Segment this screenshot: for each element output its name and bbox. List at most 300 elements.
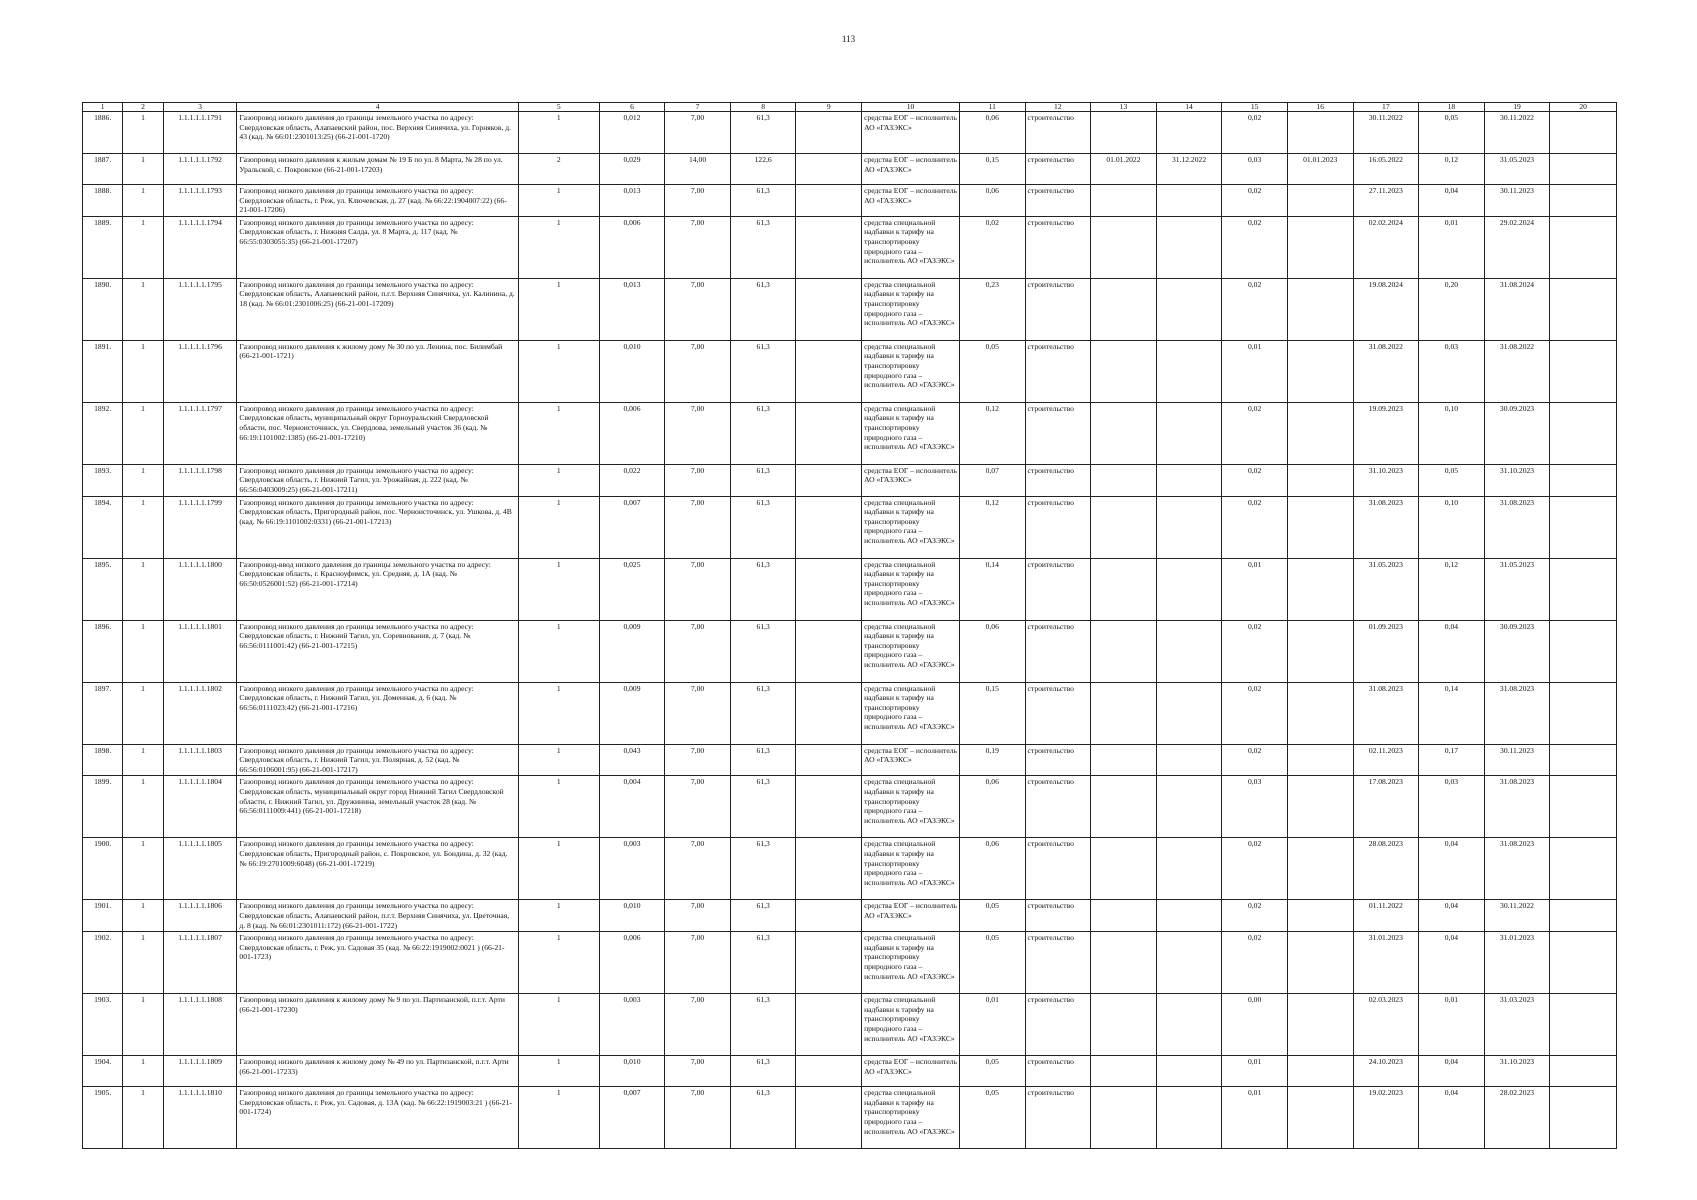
cell-cost: 0,12 <box>959 496 1025 558</box>
cell-col-15: 0,03 <box>1222 776 1288 838</box>
cell-col-15: 0,02 <box>1222 278 1288 340</box>
cell-completion-date: 19.09.2023 <box>1353 402 1419 464</box>
cell-col-2: 1 <box>123 994 163 1056</box>
cell-col-2: 1 <box>123 932 163 994</box>
cell-cost: 0,05 <box>959 340 1025 402</box>
cell-col-9 <box>796 496 862 558</box>
cell-col-2: 1 <box>123 402 163 464</box>
cell-diameter: 7,00 <box>665 1056 731 1087</box>
cell-end-date <box>1156 620 1222 682</box>
cell-end-date <box>1156 402 1222 464</box>
cell-completion-date: 28.08.2023 <box>1353 838 1419 900</box>
cell-start-date <box>1091 112 1157 154</box>
cell-object-code: 1.1.1.1.1.1810 <box>163 1087 237 1149</box>
cell-quantity: 1 <box>518 932 599 994</box>
cell-end-date <box>1156 776 1222 838</box>
cell-col-20 <box>1550 932 1617 994</box>
cell-quantity: 2 <box>518 154 599 185</box>
cell-cost: 0,15 <box>959 682 1025 744</box>
cell-object-code: 1.1.1.1.1.1803 <box>163 744 237 776</box>
cell-col-20 <box>1550 558 1617 620</box>
cell-object-code: 1.1.1.1.1.1791 <box>163 112 237 154</box>
cell-value-18: 0,12 <box>1419 558 1485 620</box>
cell-work-type: строительство <box>1025 216 1091 278</box>
cell-diameter: 7,00 <box>665 558 731 620</box>
cell-end-date <box>1156 838 1222 900</box>
cell-col-9 <box>796 620 862 682</box>
cell-capacity: 61,3 <box>730 340 796 402</box>
cell-quantity: 1 <box>518 838 599 900</box>
cell-capacity: 61,3 <box>730 216 796 278</box>
cell-col-15: 0,02 <box>1222 682 1288 744</box>
cell-deadline: 30.11.2022 <box>1484 900 1550 932</box>
cell-cost: 0,15 <box>959 154 1025 185</box>
cell-col-15: 0,02 <box>1222 900 1288 932</box>
cell-col-20 <box>1550 154 1617 185</box>
cell-completion-date: 01.11.2022 <box>1353 900 1419 932</box>
cell-work-type: строительство <box>1025 496 1091 558</box>
cell-start-date <box>1091 932 1157 994</box>
cell-quantity: 1 <box>518 900 599 932</box>
cell-col-9 <box>796 1087 862 1149</box>
cell-col-9 <box>796 932 862 994</box>
cell-deadline: 30.09.2023 <box>1484 402 1550 464</box>
cell-deadline: 31.08.2023 <box>1484 496 1550 558</box>
cell-row-number: 1899. <box>83 776 123 838</box>
cell-deadline: 30.11.2022 <box>1484 112 1550 154</box>
cell-completion-date: 31.01.2023 <box>1353 932 1419 994</box>
cell-object-code: 1.1.1.1.1.1793 <box>163 185 237 217</box>
cell-funding-source: средства специальной надбавки к тарифу на транспортировку природного газа – исполнитель АО «ГАЗЭКС» <box>862 558 960 620</box>
cell-object-description: Газопровод низкого давления до границы земельного участка по адресу: Свердловская область, Алапаевский район, п.г.т. Верхняя Синячиха, ул. Калинина, д. 18 (кад. № 66:01:2301006:25) (66-21-001-17209) <box>237 278 519 340</box>
cell-col-9 <box>796 682 862 744</box>
cell-funding-source: средства ЕОГ – исполнитель АО «ГАЗЭКС» <box>862 1056 960 1087</box>
cell-capacity: 61,3 <box>730 112 796 154</box>
cell-start-date <box>1091 278 1157 340</box>
cell-col-9 <box>796 838 862 900</box>
cell-col-2: 1 <box>123 682 163 744</box>
column-number-header <box>83 103 1617 112</box>
cell-object-description: Газопровод низкого давления к жилому дому № 9 по ул. Партизанской, п.г.т. Арти (66-21-001-17230) <box>237 994 519 1056</box>
cell-quantity: 1 <box>518 994 599 1056</box>
cell-commission-date: 01.01.2023 <box>1287 154 1353 185</box>
cell-object-code: 1.1.1.1.1.1806 <box>163 900 237 932</box>
column-header-5: 5 <box>518 103 599 112</box>
cell-length: 0,012 <box>599 112 665 154</box>
table-row <box>83 112 1617 154</box>
table-row <box>83 1087 1617 1149</box>
cell-diameter: 7,00 <box>665 1087 731 1149</box>
cell-col-20 <box>1550 900 1617 932</box>
cell-object-code: 1.1.1.1.1.1794 <box>163 216 237 278</box>
cell-row-number: 1891. <box>83 340 123 402</box>
cell-object-description: Газопровод низкого давления до границы земельного участка по адресу: Свердловская область, г. Реж, ул. Садовая, д. 13А (кад. № 66:22:1919003:21 ) (66-21-001-1724) <box>237 1087 519 1149</box>
cell-commission-date <box>1287 216 1353 278</box>
cell-quantity: 1 <box>518 464 599 496</box>
cell-row-number: 1893. <box>83 464 123 496</box>
table-row <box>83 620 1617 682</box>
cell-value-18: 0,05 <box>1419 464 1485 496</box>
column-header-8: 8 <box>730 103 796 112</box>
cell-deadline: 30.11.2023 <box>1484 185 1550 217</box>
cell-end-date <box>1156 278 1222 340</box>
cell-col-9 <box>796 900 862 932</box>
column-header-16: 16 <box>1287 103 1353 112</box>
column-header-17: 17 <box>1353 103 1419 112</box>
cell-length: 0,013 <box>599 185 665 217</box>
cell-col-15: 0,02 <box>1222 402 1288 464</box>
cell-length: 0,006 <box>599 402 665 464</box>
cell-commission-date <box>1287 994 1353 1056</box>
cell-deadline: 30.11.2023 <box>1484 744 1550 776</box>
cell-funding-source: средства специальной надбавки к тарифу на транспортировку природного газа – исполнитель АО «ГАЗЭКС» <box>862 838 960 900</box>
table-row <box>83 994 1617 1056</box>
cell-col-20 <box>1550 496 1617 558</box>
cell-object-description: Газопровод низкого давления до границы земельного участка по адресу: Свердловская область, муниципальный округ город Нижний Тагил Свердловской области, г. Нижний Тагил, ул. Дружинина, земельный участок 28 (кад. № 66:56:0111009:441) (66-21-001-17218) <box>237 776 519 838</box>
cell-col-20 <box>1550 744 1617 776</box>
cell-row-number: 1901. <box>83 900 123 932</box>
cell-cost: 0,14 <box>959 558 1025 620</box>
table-row <box>83 154 1617 185</box>
cell-col-15: 0,01 <box>1222 1087 1288 1149</box>
column-header-13: 13 <box>1091 103 1157 112</box>
cell-work-type: строительство <box>1025 620 1091 682</box>
cell-capacity: 122,6 <box>730 154 796 185</box>
cell-cost: 0,19 <box>959 744 1025 776</box>
cell-object-description: Газопровод низкого давления к жилому дому № 30 по ул. Ленина, пос. Билимбай (66-21-001-1721) <box>237 340 519 402</box>
cell-start-date <box>1091 620 1157 682</box>
cell-col-20 <box>1550 1056 1617 1087</box>
cell-row-number: 1902. <box>83 932 123 994</box>
table-row <box>83 278 1617 340</box>
cell-deadline: 31.05.2023 <box>1484 558 1550 620</box>
cell-cost: 0,07 <box>959 464 1025 496</box>
cell-commission-date <box>1287 1087 1353 1149</box>
cell-end-date: 31.12.2022 <box>1156 154 1222 185</box>
cell-capacity: 61,3 <box>730 558 796 620</box>
cell-deadline: 29.02.2024 <box>1484 216 1550 278</box>
cell-row-number: 1896. <box>83 620 123 682</box>
cell-start-date <box>1091 744 1157 776</box>
cell-start-date <box>1091 776 1157 838</box>
cell-col-20 <box>1550 112 1617 154</box>
cell-work-type: строительство <box>1025 776 1091 838</box>
cell-object-description: Газопровод низкого давления до границы земельного участка по адресу: Свердловская область, г. Реж, ул. Садовая 35 (кад. № 66:22:1919002:0021 ) (66-21-001-1723) <box>237 932 519 994</box>
cell-cost: 0,02 <box>959 216 1025 278</box>
cell-cost: 0,05 <box>959 1087 1025 1149</box>
cell-completion-date: 17.08.2023 <box>1353 776 1419 838</box>
cell-object-description: Газопровод низкого давления до границы земельного участка по адресу: Свердловская область, г. Нижний Тагил, ул. Полярная, д. 52 (кад. № 66:56:0106001:95) (66-21-001-17217) <box>237 744 519 776</box>
cell-cost: 0,05 <box>959 932 1025 994</box>
cell-work-type: строительство <box>1025 464 1091 496</box>
cell-col-15: 0,00 <box>1222 994 1288 1056</box>
cell-deadline: 31.08.2024 <box>1484 278 1550 340</box>
cell-end-date <box>1156 112 1222 154</box>
cell-deadline: 31.05.2023 <box>1484 154 1550 185</box>
cell-diameter: 7,00 <box>665 776 731 838</box>
cell-completion-date: 02.02.2024 <box>1353 216 1419 278</box>
cell-start-date <box>1091 994 1157 1056</box>
cell-col-2: 1 <box>123 278 163 340</box>
cell-col-9 <box>796 744 862 776</box>
cell-funding-source: средства специальной надбавки к тарифу на транспортировку природного газа – исполнитель АО «ГАЗЭКС» <box>862 340 960 402</box>
cell-work-type: строительство <box>1025 278 1091 340</box>
table-row <box>83 838 1617 900</box>
cell-work-type: строительство <box>1025 1056 1091 1087</box>
cell-work-type: строительство <box>1025 112 1091 154</box>
column-header-15: 15 <box>1222 103 1288 112</box>
cell-col-15: 0,02 <box>1222 932 1288 994</box>
cell-completion-date: 27.11.2023 <box>1353 185 1419 217</box>
cell-length: 0,022 <box>599 464 665 496</box>
cell-cost: 0,01 <box>959 994 1025 1056</box>
cell-quantity: 1 <box>518 682 599 744</box>
cell-length: 0,007 <box>599 1087 665 1149</box>
cell-row-number: 1903. <box>83 994 123 1056</box>
cell-end-date <box>1156 185 1222 217</box>
cell-value-18: 0,14 <box>1419 682 1485 744</box>
cell-end-date <box>1156 496 1222 558</box>
cell-commission-date <box>1287 185 1353 217</box>
cell-col-2: 1 <box>123 112 163 154</box>
cell-value-18: 0,05 <box>1419 112 1485 154</box>
cell-col-9 <box>796 185 862 217</box>
cell-object-description: Газопровод низкого давления до границы земельного участка по адресу: Свердловская область, г. Нижний Тагил, ул. Урожайная, д. 222 (кад. № 66:56:0403009:25) (66-21-001-17211) <box>237 464 519 496</box>
cell-length: 0,004 <box>599 776 665 838</box>
column-header-12: 12 <box>1025 103 1091 112</box>
cell-col-15: 0,02 <box>1222 496 1288 558</box>
cell-col-2: 1 <box>123 464 163 496</box>
cell-col-2: 1 <box>123 620 163 682</box>
cell-row-number: 1892. <box>83 402 123 464</box>
cell-diameter: 14,00 <box>665 154 731 185</box>
cell-funding-source: средства специальной надбавки к тарифу на транспортировку природного газа – исполнитель АО «ГАЗЭКС» <box>862 994 960 1056</box>
cell-cost: 0,06 <box>959 838 1025 900</box>
cell-col-20 <box>1550 216 1617 278</box>
cell-commission-date <box>1287 838 1353 900</box>
cell-completion-date: 31.05.2023 <box>1353 558 1419 620</box>
cell-col-9 <box>796 994 862 1056</box>
cell-col-15: 0,01 <box>1222 558 1288 620</box>
cell-diameter: 7,00 <box>665 682 731 744</box>
cell-capacity: 61,3 <box>730 402 796 464</box>
cell-object-description: Газопровод низкого давления к жилому дому № 49 по ул. Партизанской, п.г.т. Арти (66-21-001-17233) <box>237 1056 519 1087</box>
column-header-2: 2 <box>123 103 163 112</box>
cell-quantity: 1 <box>518 776 599 838</box>
cell-cost: 0,23 <box>959 278 1025 340</box>
cell-funding-source: средства специальной надбавки к тарифу на транспортировку природного газа – исполнитель АО «ГАЗЭКС» <box>862 278 960 340</box>
cell-value-18: 0,04 <box>1419 1056 1485 1087</box>
cell-object-description: Газопровод низкого давления до границы земельного участка по адресу: Свердловская область, г. Реж, ул. Ключевская, д. 27 (кад. № 66:22:1904007:22) (66-21-001-17206) <box>237 185 519 217</box>
cell-col-9 <box>796 558 862 620</box>
cell-length: 0,003 <box>599 994 665 1056</box>
cell-funding-source: средства ЕОГ – исполнитель АО «ГАЗЭКС» <box>862 112 960 154</box>
cell-completion-date: 19.08.2024 <box>1353 278 1419 340</box>
cell-cost: 0,05 <box>959 1056 1025 1087</box>
cell-diameter: 7,00 <box>665 278 731 340</box>
cell-capacity: 61,3 <box>730 464 796 496</box>
cell-start-date <box>1091 185 1157 217</box>
cell-value-18: 0,01 <box>1419 216 1485 278</box>
cell-quantity: 1 <box>518 496 599 558</box>
cell-col-2: 1 <box>123 1087 163 1149</box>
cell-start-date <box>1091 216 1157 278</box>
cell-deadline: 31.08.2023 <box>1484 682 1550 744</box>
table-row <box>83 682 1617 744</box>
cell-col-15: 0,03 <box>1222 154 1288 185</box>
cell-length: 0,010 <box>599 900 665 932</box>
cell-col-20 <box>1550 278 1617 340</box>
cell-deadline: 30.09.2023 <box>1484 620 1550 682</box>
table-row <box>83 558 1617 620</box>
cell-value-18: 0,01 <box>1419 994 1485 1056</box>
column-header-20: 20 <box>1550 103 1617 112</box>
cell-commission-date <box>1287 340 1353 402</box>
cell-col-9 <box>796 1056 862 1087</box>
cell-start-date <box>1091 558 1157 620</box>
cell-deadline: 31.08.2023 <box>1484 776 1550 838</box>
cell-end-date <box>1156 558 1222 620</box>
cell-value-18: 0,04 <box>1419 838 1485 900</box>
cell-value-18: 0,04 <box>1419 620 1485 682</box>
cell-col-9 <box>796 112 862 154</box>
cell-quantity: 1 <box>518 185 599 217</box>
cell-diameter: 7,00 <box>665 900 731 932</box>
cell-funding-source: средства специальной надбавки к тарифу на транспортировку природного газа – исполнитель АО «ГАЗЭКС» <box>862 402 960 464</box>
cell-object-code: 1.1.1.1.1.1799 <box>163 496 237 558</box>
column-header-4: 4 <box>237 103 519 112</box>
cell-row-number: 1898. <box>83 744 123 776</box>
column-header-9: 9 <box>796 103 862 112</box>
cell-object-code: 1.1.1.1.1.1808 <box>163 994 237 1056</box>
cell-commission-date <box>1287 112 1353 154</box>
cell-col-20 <box>1550 402 1617 464</box>
cell-value-18: 0,10 <box>1419 402 1485 464</box>
cell-commission-date <box>1287 744 1353 776</box>
cell-object-code: 1.1.1.1.1.1801 <box>163 620 237 682</box>
cell-commission-date <box>1287 496 1353 558</box>
cell-completion-date: 31.08.2022 <box>1353 340 1419 402</box>
cell-capacity: 61,3 <box>730 744 796 776</box>
cell-capacity: 61,3 <box>730 682 796 744</box>
cell-length: 0,043 <box>599 744 665 776</box>
cell-end-date <box>1156 932 1222 994</box>
cell-deadline: 28.02.2023 <box>1484 1087 1550 1149</box>
cell-diameter: 7,00 <box>665 402 731 464</box>
cell-diameter: 7,00 <box>665 838 731 900</box>
cell-object-description: Газопровод низкого давления до границы земельного участка по адресу: Свердловская область, г. Нижний Тагил, ул. Доменная, д. 6 (кад. № 66:56:0111023:42) (66-21-001-17216) <box>237 682 519 744</box>
table-row <box>83 402 1617 464</box>
column-header-3: 3 <box>163 103 237 112</box>
cell-col-2: 1 <box>123 744 163 776</box>
cell-capacity: 61,3 <box>730 776 796 838</box>
cell-col-20 <box>1550 776 1617 838</box>
cell-work-type: строительство <box>1025 1087 1091 1149</box>
cell-object-description: Газопровод низкого давления к жилым домам № 19 Б по ул. 8 Марта, № 28 по ул. Уральской, с. Покровское (66-21-001-17203) <box>237 154 519 185</box>
cell-start-date <box>1091 464 1157 496</box>
table-row <box>83 744 1617 776</box>
cell-capacity: 61,3 <box>730 496 796 558</box>
cell-work-type: строительство <box>1025 558 1091 620</box>
cell-start-date <box>1091 900 1157 932</box>
cell-work-type: строительство <box>1025 744 1091 776</box>
cell-diameter: 7,00 <box>665 185 731 217</box>
cell-funding-source: средства ЕОГ – исполнитель АО «ГАЗЭКС» <box>862 744 960 776</box>
cell-end-date <box>1156 216 1222 278</box>
cell-start-date <box>1091 1087 1157 1149</box>
cell-work-type: строительство <box>1025 185 1091 217</box>
cell-capacity: 61,3 <box>730 278 796 340</box>
cell-col-20 <box>1550 838 1617 900</box>
cell-object-code: 1.1.1.1.1.1796 <box>163 340 237 402</box>
cell-length: 0,025 <box>599 558 665 620</box>
cell-start-date <box>1091 496 1157 558</box>
cell-diameter: 7,00 <box>665 932 731 994</box>
cell-funding-source: средства специальной надбавки к тарифу на транспортировку природного газа – исполнитель АО «ГАЗЭКС» <box>862 620 960 682</box>
cell-length: 0,003 <box>599 838 665 900</box>
cell-commission-date <box>1287 682 1353 744</box>
column-header-10: 10 <box>862 103 960 112</box>
cell-length: 0,009 <box>599 620 665 682</box>
cell-value-18: 0,04 <box>1419 900 1485 932</box>
cell-row-number: 1889. <box>83 216 123 278</box>
cell-quantity: 1 <box>518 744 599 776</box>
cell-cost: 0,05 <box>959 900 1025 932</box>
cell-start-date <box>1091 1056 1157 1087</box>
cell-object-code: 1.1.1.1.1.1795 <box>163 278 237 340</box>
cell-work-type: строительство <box>1025 994 1091 1056</box>
cell-end-date <box>1156 1087 1222 1149</box>
cell-col-9 <box>796 154 862 185</box>
cell-col-2: 1 <box>123 776 163 838</box>
cell-capacity: 61,3 <box>730 838 796 900</box>
cell-capacity: 61,3 <box>730 620 796 682</box>
cell-diameter: 7,00 <box>665 340 731 402</box>
cell-end-date <box>1156 744 1222 776</box>
cell-col-9 <box>796 340 862 402</box>
cell-diameter: 7,00 <box>665 464 731 496</box>
cell-col-20 <box>1550 340 1617 402</box>
cell-work-type: строительство <box>1025 900 1091 932</box>
cell-start-date <box>1091 402 1157 464</box>
cell-cost: 0,06 <box>959 620 1025 682</box>
cell-object-code: 1.1.1.1.1.1805 <box>163 838 237 900</box>
cell-object-description: Газопровод низкого давления до границы земельного участка по адресу: Свердловская область, муниципальный округ Горноуральский Свердловской области, пос. Черноисточинск, ул. Свердлова, земельный участок 36 (кад. № 66:19:1101002:1385) (66-21-001-17210) <box>237 402 519 464</box>
cell-quantity: 1 <box>518 402 599 464</box>
column-header-7: 7 <box>665 103 731 112</box>
cell-capacity: 61,3 <box>730 185 796 217</box>
cell-funding-source: средства специальной надбавки к тарифу на транспортировку природного газа – исполнитель АО «ГАЗЭКС» <box>862 682 960 744</box>
column-header-1: 1 <box>83 103 123 112</box>
cell-commission-date <box>1287 558 1353 620</box>
register-table <box>82 102 1617 1149</box>
cell-commission-date <box>1287 464 1353 496</box>
cell-capacity: 61,3 <box>730 900 796 932</box>
cell-diameter: 7,00 <box>665 112 731 154</box>
cell-work-type: строительство <box>1025 932 1091 994</box>
cell-commission-date <box>1287 776 1353 838</box>
cell-funding-source: средства специальной надбавки к тарифу на транспортировку природного газа – исполнитель АО «ГАЗЭКС» <box>862 1087 960 1149</box>
cell-col-20 <box>1550 464 1617 496</box>
cell-completion-date: 24.10.2023 <box>1353 1056 1419 1087</box>
cell-completion-date: 31.08.2023 <box>1353 682 1419 744</box>
cell-commission-date <box>1287 900 1353 932</box>
cell-row-number: 1890. <box>83 278 123 340</box>
cell-value-18: 0,17 <box>1419 744 1485 776</box>
cell-col-20 <box>1550 682 1617 744</box>
table-row <box>83 185 1617 217</box>
cell-col-9 <box>796 776 862 838</box>
